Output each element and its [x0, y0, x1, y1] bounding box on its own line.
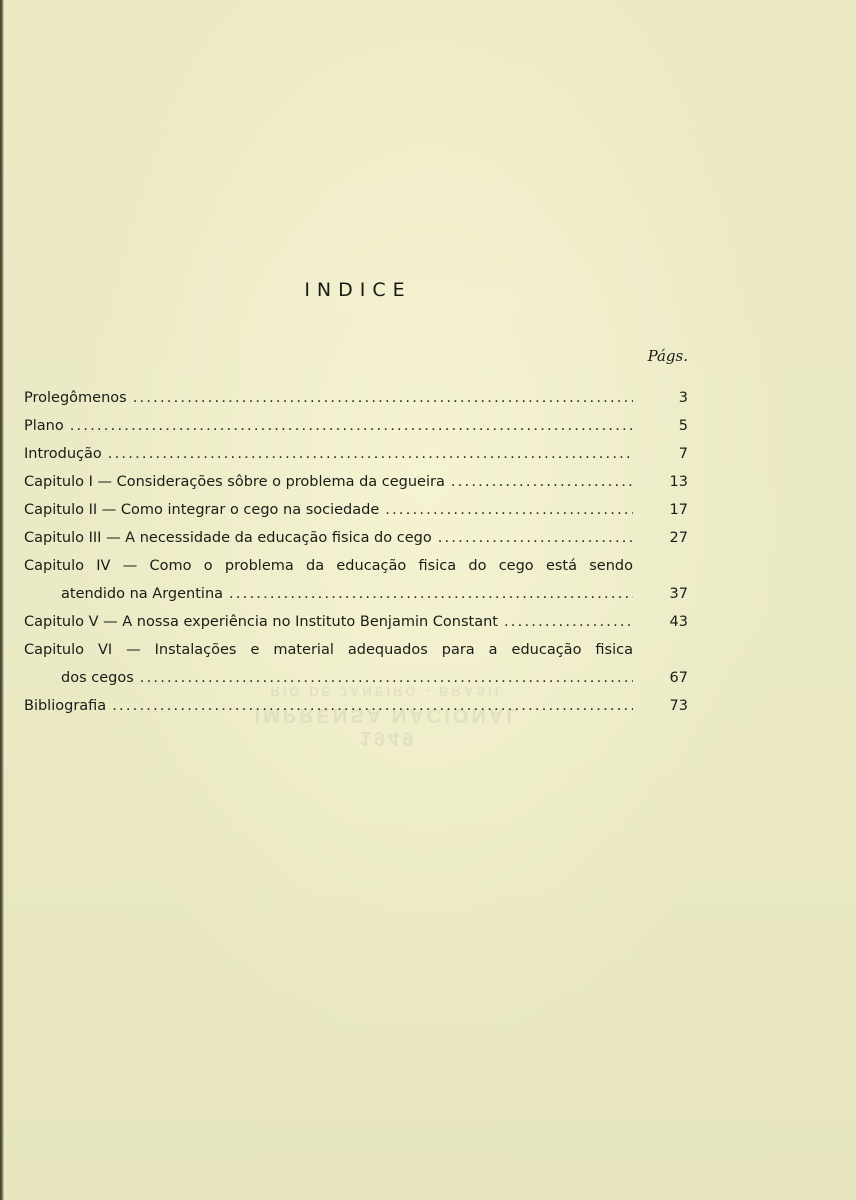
toc-entry-plano: [24, 412, 688, 440]
dot-leader: [229, 580, 633, 608]
toc-entry-introducao: [24, 440, 688, 468]
toc-entry-title: Bibliografia: [24, 698, 107, 714]
dot-leader: [451, 468, 633, 496]
dot-leader: [70, 412, 633, 440]
table-of-contents: [24, 384, 688, 720]
toc-entry-title: Capitulo V — A nossa experiência no Instituto Benjamin Constant: [24, 614, 498, 630]
toc-entry-capitulo-6: [24, 636, 688, 692]
toc-entry-title: Capitulo IV — Como o problema da educação fisica do cego está sendo: [24, 558, 633, 574]
dot-leader: [504, 608, 633, 636]
toc-page-number: 73: [669, 698, 688, 714]
toc-entry-title: Introdução: [24, 446, 102, 462]
dot-leader: [140, 664, 633, 692]
toc-entry-capitulo-1: [24, 468, 688, 496]
toc-page-number: 5: [678, 418, 688, 434]
toc-entry-title: Prolegômenos: [24, 390, 127, 406]
dot-leader: [385, 496, 633, 524]
toc-entry-capitulo-2: [24, 496, 688, 524]
toc-page-number: 17: [669, 502, 688, 518]
toc-entry-capitulo-3: [24, 524, 688, 552]
dot-leader: [112, 692, 633, 720]
toc-page-number: 13: [669, 474, 688, 490]
page-binding-edge: [0, 0, 4, 1200]
toc-entry-title-continuation: dos cegos: [61, 670, 134, 686]
toc-page-number: 3: [678, 390, 688, 406]
toc-entry-title: Capitulo VI — Instalações e material adequados para a educação fisica: [24, 642, 633, 658]
page-title: INDICE: [304, 279, 412, 301]
show-through-year: 1949: [359, 727, 417, 749]
pages-column-label: Págs.: [647, 347, 688, 365]
toc-entry-title: Plano: [24, 418, 64, 434]
dot-leader: [108, 440, 633, 468]
toc-entry-prolegomenos: [24, 384, 688, 412]
toc-page-number: 67: [669, 670, 688, 686]
toc-page-number: 7: [678, 446, 688, 462]
toc-page-number: 43: [669, 614, 688, 630]
toc-entry-bibliografia: [24, 692, 688, 720]
toc-page-number: 37: [669, 586, 688, 602]
show-through-publisher: IMPRENSA NACIONAL: [254, 704, 522, 726]
toc-entry-title: Capitulo I — Considerações sôbre o problema da cegueira: [24, 474, 445, 490]
dot-leader: [133, 384, 633, 412]
toc-entry-title-continuation: atendido na Argentina: [61, 586, 224, 602]
toc-entry-capitulo-4: [24, 552, 688, 608]
dot-leader: [438, 524, 633, 552]
show-through-city: RIO DE JANEIRO - BRASIL: [270, 684, 506, 699]
toc-entry-title: Capitulo III — A necessidade da educação fisica do cego: [24, 530, 432, 546]
toc-entry-capitulo-5: [24, 608, 688, 636]
toc-entry-title: Capitulo II — Como integrar o cego na sociedade: [24, 502, 380, 518]
toc-page-number: 27: [669, 530, 688, 546]
